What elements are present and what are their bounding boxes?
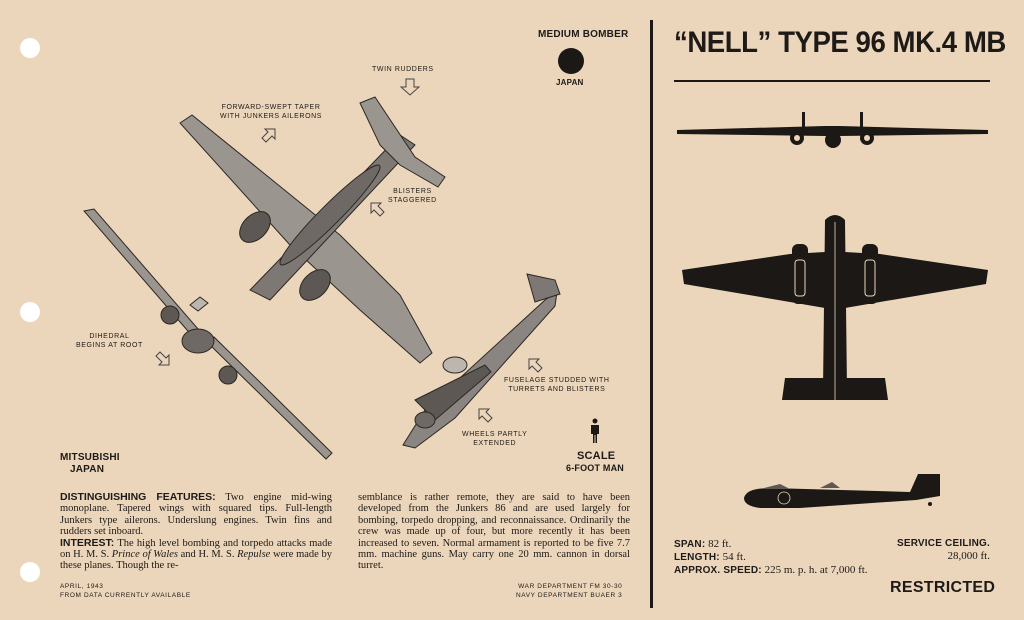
scale-label: SCALE [577, 450, 616, 462]
specs-left [674, 538, 868, 577]
arrow-down-icon [400, 78, 420, 96]
maker-name: MITSUBISHI [60, 452, 120, 463]
binder-hole [20, 302, 40, 322]
front-silhouette-illustration [675, 110, 990, 155]
category-label: MEDIUM BOMBER [538, 29, 629, 40]
description-column-2: semblance is rather remote, they are said to have been developed from the Junkers 86 and are used largely for bombing, torpedo dropping, and reconnaissance. Ordinarily the crew was made up of four, but more recently it has been increased to seven. Normal armament is reported to be five 7.7 mm. machine guns. May carry one 20 mm. cannon in dorsal turret. [358, 492, 630, 572]
span-value: 82 ft. [705, 538, 732, 550]
footer-date: APRIL, 1943 [60, 583, 104, 590]
footer-left [60, 582, 191, 600]
interest-body: were made by these planes. Though the re- [60, 549, 332, 572]
title-rule [674, 80, 990, 82]
rising-sun-insignia [558, 48, 584, 74]
page-title: “NELL” TYPE 96 MK.4 MB [674, 26, 1006, 59]
length-value: 54 ft. [719, 551, 746, 563]
maker-country: JAPAN [70, 464, 105, 475]
span-label: SPAN: [674, 539, 706, 550]
footer-source: FROM DATA CURRENTLY AVAILABLE [60, 592, 191, 599]
annotation-dihedral: DIHEDRAL BEGINS AT ROOT [76, 333, 143, 349]
annotation-forward-swept: FORWARD-SWEPT TAPER WITH JUNKERS AILERONS [220, 104, 323, 120]
annotation-twin-rudders: TWIN RUDDERS [372, 66, 434, 73]
annotation-wheels: WHEELS PARTLY EXTENDED [462, 431, 528, 447]
binder-hole [20, 562, 40, 582]
features-body: Two engine mid-wing monoplane. Tapered wings with squared tips. Full-length Junkers type ailerons. Underslung engines. Twin fins and rudders set inboard. [60, 492, 332, 538]
footer-right [516, 582, 622, 600]
restricted-stamp: RESTRICTED [890, 579, 996, 596]
plane-oblique-view-illustration [395, 270, 570, 455]
binder-hole [20, 38, 40, 58]
description-column-1 [60, 492, 332, 572]
ship-name: Repulse [237, 549, 271, 561]
length-label: LENGTH: [674, 552, 720, 563]
interest-body: and H. M. S. [177, 549, 238, 561]
ceiling-label: SERVICE CEILING. [896, 538, 990, 549]
ceiling-value: 28,000 ft. [947, 550, 990, 562]
features-heading: DISTINGUISHING FEATURES: [60, 491, 216, 503]
page-divider [650, 20, 653, 608]
specs-right [880, 538, 990, 562]
footer-war-dept: WAR DEPARTMENT FM 30-30 [518, 583, 623, 590]
scale-reference: 6-FOOT MAN [566, 463, 624, 473]
ship-name: Prince of Wales [111, 549, 178, 561]
annotation-blisters: BLISTERS STAGGERED [388, 188, 437, 204]
spec-length [674, 551, 868, 564]
country-badge: JAPAN [556, 78, 584, 87]
annotation-fuselage: FUSELAGE STUDDED WITH TURRETS AND BLISTERS [504, 377, 610, 393]
top-silhouette-illustration [680, 210, 990, 410]
man-silhouette-icon [589, 418, 601, 444]
spec-span [674, 538, 868, 551]
speed-label: APPROX. SPEED: [674, 565, 762, 576]
plane-front-view-illustration [80, 205, 340, 465]
interest-body: The high level bombing and torpedo attacks made on H. M. S. [60, 537, 332, 561]
interest-heading: INTEREST: [60, 536, 115, 549]
side-silhouette-illustration [740, 470, 950, 515]
speed-value: 225 m. p. h. at 7,000 ft. [761, 564, 868, 576]
spec-speed [674, 564, 868, 577]
footer-navy-dept: NAVY DEPARTMENT BUAER 3 [516, 592, 623, 599]
